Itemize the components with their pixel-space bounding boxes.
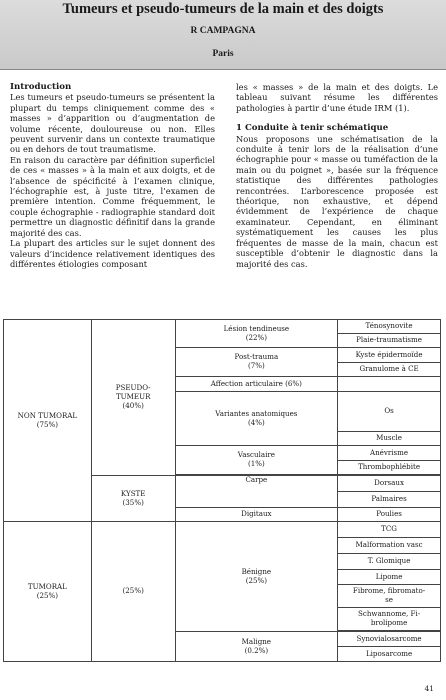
tumoral-label: TUMORAL bbox=[27, 581, 67, 591]
cell-poulies: Poulies bbox=[338, 508, 441, 522]
benigne-pct: (25%) bbox=[245, 575, 267, 585]
cell-post-trauma bbox=[175, 348, 338, 377]
tumoral-pct: (25%) bbox=[36, 590, 59, 600]
cell-vasculaire bbox=[175, 446, 338, 475]
cell-malformation-vasc: Malformation vasc bbox=[338, 538, 441, 554]
cell-kyste-epidermoide: Kyste épidermoïde bbox=[338, 348, 441, 363]
kyste-pct: (35%) bbox=[122, 497, 144, 507]
cell-tenosynovite: Ténosynovite bbox=[338, 320, 441, 334]
cell-pseudo-tumeur bbox=[91, 320, 175, 476]
cell-fibrome bbox=[338, 585, 441, 608]
cell-empty-1 bbox=[338, 377, 441, 392]
article-author: R CAMPAGNA bbox=[190, 26, 256, 36]
fibrome-line-1: Fibrome, fibromato- bbox=[352, 586, 426, 596]
variantes-anatomiques-pct: (4%) bbox=[247, 417, 265, 427]
cell-t-glomique: T. Glomique bbox=[338, 554, 441, 570]
kyste-label: KYSTE bbox=[120, 488, 146, 498]
cell-kyste bbox=[91, 476, 175, 522]
cell-lipome: Lipome bbox=[338, 570, 441, 585]
cell-maligne bbox=[175, 632, 338, 662]
article-place: Paris bbox=[212, 49, 234, 59]
post-trauma-pct: (7%) bbox=[247, 361, 265, 370]
variantes-anatomiques-label: Variantes anatomiques bbox=[215, 408, 298, 418]
cell-plaie-traumatisme: Plaie-traumatisme bbox=[338, 334, 441, 348]
vasculaire-pct: (1%) bbox=[247, 459, 265, 468]
vasculaire-label: Vasculaire bbox=[237, 450, 275, 460]
cell-affection-articulaire: Affection articulaire (6%) bbox=[175, 377, 338, 392]
section-heading-introduction: Introduction bbox=[10, 82, 72, 92]
cell-granulome-ce: Granulome à CE bbox=[338, 363, 441, 377]
cell-anevrisme: Anévrisme bbox=[338, 446, 441, 461]
non-tumoral-pct: (75%) bbox=[36, 419, 59, 429]
cell-muscle: Muscle bbox=[338, 432, 441, 446]
section-heading-conduite: 1 Conduite à tenir schématique bbox=[236, 123, 389, 134]
cell-os: Os bbox=[338, 392, 441, 432]
pseudo-tumeur-pct: (40%) bbox=[122, 400, 144, 410]
maligne-label: Maligne bbox=[241, 636, 272, 646]
cell-non-tumoral bbox=[4, 320, 92, 522]
cell-palmaires: Palmaires bbox=[338, 492, 441, 508]
maligne-pct: (0.2%) bbox=[244, 645, 269, 655]
right-column bbox=[236, 82, 438, 269]
article-header bbox=[0, 0, 446, 70]
lesion-tendineuse-pct: (22%) bbox=[245, 332, 267, 342]
pseudo-tumeur-label-2: TUMEUR bbox=[115, 392, 151, 402]
conduite-paragraph: Nous proposons une schématisation de la conduite à tenir lors de la réalisation d’une échographie pour « masse ou tuméfaction de la main ou du poignet », basée sur la fréquence statistique des différentes pathologies rencontrées. L’arborescence proposée est théorique, non exhaustive, et dépend évidemment de l’expérience de chaque examinateur. Cependant, en éliminant systématiquement les causes les plus fréquentes de masse de la main, chacun est susceptible d’obtenir le diagnostic dans la majorité des cas. bbox=[236, 133, 438, 269]
cell-lesion-tendineuse bbox=[175, 320, 338, 348]
post-trauma-label: Post-trauma bbox=[234, 352, 279, 362]
intro-paragraph-continued: les « masses » de la main et des doigts. Le tableau suivant résume les différentes pathologies à partir d’une étude IRM (1). bbox=[236, 82, 438, 113]
schwannome-line-1: Schwannome, Fi- bbox=[357, 609, 421, 619]
left-column bbox=[10, 82, 215, 269]
intro-paragraph-3: La plupart des articles sur le sujet donnent des valeurs d’incidence relativement identiques des différentes étiologies composant bbox=[10, 238, 215, 269]
page-number: 41 bbox=[424, 684, 434, 693]
lesion-tendineuse-label: Lésion tendineuse bbox=[223, 323, 290, 333]
pseudo-tumeur-label-1: PSEUDO- bbox=[115, 383, 151, 393]
cell-variantes-anatomiques bbox=[175, 392, 338, 446]
intro-paragraph-1: Les tumeurs et pseudo-tumeurs se présentent la plupart du temps cliniquement comme des « masses » d’apparition ou d’augmentation de volume récente, douloureuse ou non. Elles peuvent survenir dans un contexte traumatique ou en dehors de tout traumatisme. bbox=[10, 92, 215, 155]
cell-tumoral-sub: (25%) bbox=[91, 522, 175, 662]
cell-carpe: Carpe bbox=[175, 476, 338, 508]
cell-schwannome bbox=[338, 608, 441, 631]
fibrome-line-2: se bbox=[385, 595, 393, 604]
article-title: Tumeurs et pseudo-tumeurs de la main et des doigts bbox=[62, 1, 384, 17]
cell-tumoral bbox=[4, 522, 92, 662]
cell-dorsaux: Dorsaux bbox=[338, 476, 441, 492]
cell-liposarcome: Liposarcome bbox=[338, 647, 441, 662]
non-tumoral-label: NON TUMORAL bbox=[17, 410, 78, 420]
schwannome-line-2: brolipome bbox=[370, 618, 408, 627]
cell-digitaux: Digitaux bbox=[175, 508, 338, 522]
cell-synovialosarcome: Synovialosarcome bbox=[338, 632, 441, 647]
intro-paragraph-2: En raison du caractère par définition superficiel de ces « masses » à la main et aux doigts, et de l’absence de spécificité à l’examen clinique, l’échographie est, à juste titre, l’examen de première intention. Comme fréquemment, le couple échographie - radiographie standard doit permettre un diagnostic définitif dans la grande majorité des cas. bbox=[10, 154, 215, 238]
cell-tcg: TCG bbox=[338, 522, 441, 538]
cell-thrombophlebite: Thrombophlébite bbox=[338, 461, 441, 475]
benigne-label: Bénigne bbox=[241, 566, 272, 576]
cell-benigne bbox=[175, 522, 338, 632]
tumor-classification-table bbox=[3, 319, 441, 662]
